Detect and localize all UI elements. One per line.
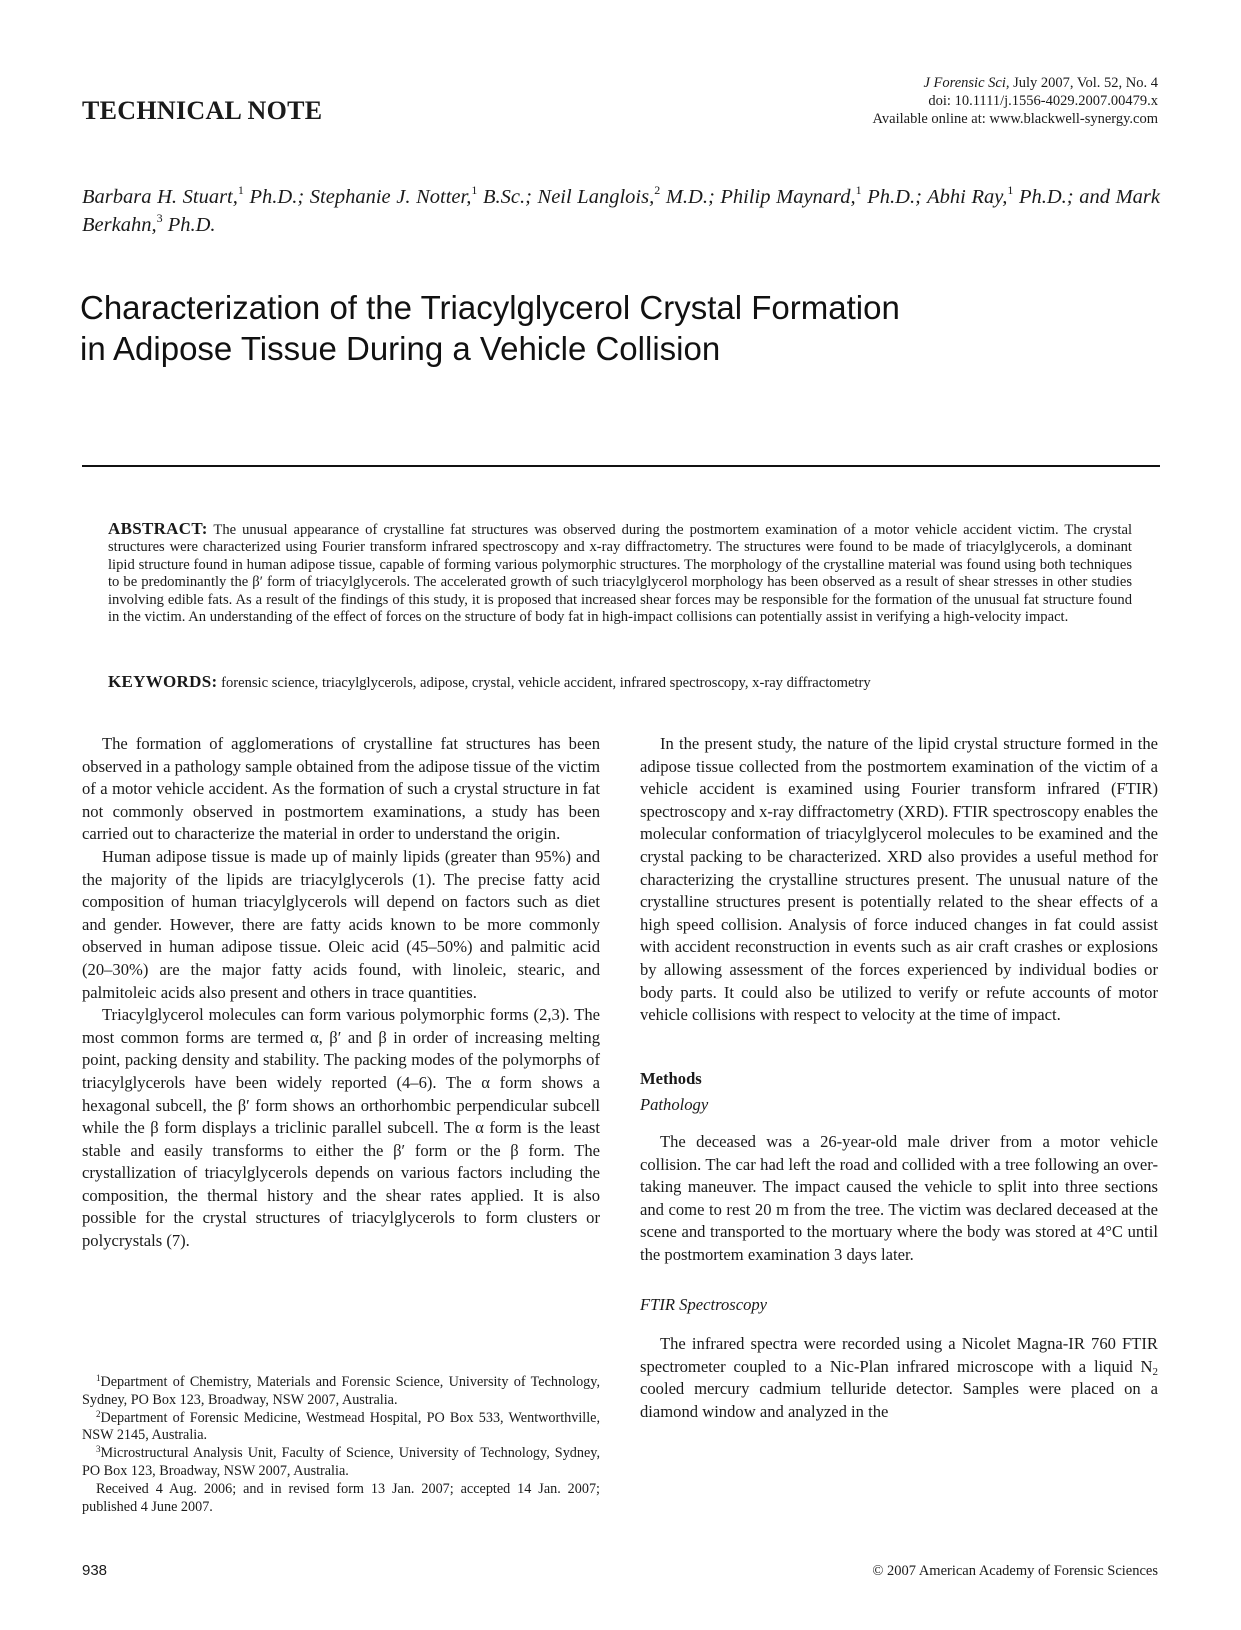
subsection-heading-pathology: Pathology (640, 1095, 709, 1115)
author-degree: Ph.D.; (243, 186, 310, 208)
keywords-text: forensic science, triacylglycerols, adipose, crystal, vehicle accident, infrared spectroscopy, x-ray diffractometry (217, 675, 871, 691)
affiliation-marker: 1 (471, 183, 478, 197)
doi: doi: 10.1111/j.1556-4029.2007.00479.x (928, 93, 1158, 109)
footnote-text: Microstructural Analysis Unit, Faculty of Science, University of Technology, Sydney, PO Box 123, Broadway, NSW 2007, Australia. (82, 1445, 600, 1479)
keywords (108, 673, 1148, 692)
author-name: Abhi Ray, (927, 186, 1008, 208)
author-degree: M.D.; (660, 186, 721, 208)
body-paragraph: Human adipose tissue is made up of mainly lipids (greater than 95%) and the majority of the lipids are triacylglycerols (1). The precise fatty acid composition of human triacylglycerols will depend on factors such as diet and gender. However, there are fatty acids known to be more commonly observed in human adipose tissue. Oleic acid (45–50%) and palmitic acid (20–30%) are the major fatty acids found, with linoleic, stearic, and palmitoleic acids also present and others in trace quantities. (82, 846, 600, 1002)
author-degree: B.Sc.; (477, 186, 538, 208)
subscript: 2 (1152, 1365, 1158, 1378)
author-degree: Ph.D. (162, 214, 216, 236)
author-name: Stephanie J. Notter, (309, 186, 472, 208)
affiliation-marker: 1 (855, 183, 862, 197)
affiliation-marker: 1 (1007, 183, 1014, 197)
received-dates: Received 4 Aug. 2006; and in revised form 13 Jan. 2007; accepted 14 Jan. 2007; published 4 June 2007. (82, 1480, 600, 1515)
journal-name: J Forensic Sci, (923, 75, 1010, 91)
abstract-label: ABSTRACT: (108, 519, 208, 538)
body-paragraph: The deceased was a 26-year-old male driver from a motor vehicle collision. The car had left the road and collided with a tree following an over-taking maneuver. The impact caused the vehicle to split into three sections and come to rest 20 m from the tree. The victim was declared deceased at the scene and transported to the mortuary where the body was stored at 4°C until the postmortem examination 3 days later. (640, 1131, 1158, 1264)
copyright-notice: © 2007 American Academy of Forensic Sciences (872, 1563, 1158, 1579)
footnote (82, 1374, 600, 1410)
ftir-text-part: cooled mercury cadmium telluride detector. Samples were placed on a diamond window and analyzed in the (640, 1379, 1158, 1421)
left-column (82, 733, 600, 1253)
footnote-text: Department of Chemistry, Materials and Forensic Science, University of Technology, Sydney, PO Box 123, Broadway, NSW 2007, Australia. (82, 1374, 600, 1408)
journal-issue-line (873, 74, 1158, 92)
subsection-heading-ftir: FTIR Spectroscopy (640, 1295, 768, 1315)
journal-citation (873, 74, 1158, 128)
body-paragraph: Triacylglycerol molecules can form various polymorphic forms (2,3). The most common forms are termed α, β′ and β in order of increasing melting point, packing density and stability. The packing modes of the polymorphs of triacylglycerols have been widely reported (4–6). The α form shows a hexagonal subcell, the β′ form shows an orthorhombic perpendicular subcell while the β form displays a triclinic parallel subcell. The α form is the least stable and easily transforms to either the β′ form or the β form. The crystallization of triacylglycerols depends on various factors including the composition, the thermal history and the shear rates applied. It is also possible for the crystal structures of triacylglycerols to form clusters or polycrystals (7). (82, 1005, 600, 1251)
ftir-text-part: The infrared spectra were recorded using a Nicolet Magna-IR 760 FTIR spectrometer coupled to a Nic-Plan infrared microscope with a liquid N (640, 1334, 1158, 1376)
right-column (640, 733, 1158, 1423)
body-paragraph: The formation of agglomerations of crystalline fat structures has been observed in a pathology sample obtained from the adipose tissue of the victim of a motor vehicle accident. As the formation of such a crystal structure in fat not commonly observed in postmortem examinations, a study has been carried out to characterize the material in order to understand the origin. (82, 734, 600, 844)
page-number: 938 (82, 1562, 108, 1579)
author-degree: Ph.D.; (861, 186, 928, 208)
section-heading-methods: Methods (640, 1068, 702, 1088)
footnote-marker: 1 (96, 1373, 101, 1383)
footnote-marker: 2 (96, 1408, 101, 1419)
section-type-heading: TECHNICAL NOTE (82, 96, 323, 125)
body-paragraph (640, 1333, 1158, 1423)
abstract-text: The unusual appearance of crystalline fat structures was observed during the postmortem examination of a motor vehicle accident victim. The crystal structures were characterized using Fourier transform infrared spectroscopy and x-ray diffractometry. The structures were found to be made of triacylglycerols, a dominant lipid structure found in human adipose tissue, capable of forming various polymorphic structures. The morphology of the crystalline material was found using both techniques to be predominantly the β′ form of triacylglycerols. The accelerated growth of such triacylglycerol morphology has been observed as a result of shear stresses in other studies involving edible fats. As a result of the findings of this study, it is proposed that increased shear forces may be responsible for the formation of the unusual fat structure found in the victim. An understanding of the effect of forces on the structure of body fat in high-impact collisions can potentially assist in verifying a high-velocity impact. (108, 522, 1132, 626)
body-paragraph: In the present study, the nature of the lipid crystal structure formed in the adipose tissue collected from the postmortem examination of the victim of a vehicle accident is examined using Fourier transform infrared (FTIR) spectroscopy and x-ray diffractometry (XRD). FTIR spectroscopy enables the molecular conformation of triacylglycerol molecules to be examined and the crystal packing to be characterized. XRD also provides a useful method for characterizing the crystalline structures present. The unusual nature of the crystalline structures present is potentially related to the shear effects of a high speed collision. Analysis of force induced changes in fat could assist with accident reconstruction in events such as air craft crashes or explosions by allowing assessment of the forces experienced by individual bodies or body parts. It could also be utilized to verify or refute accounts of motor vehicle collisions with respect to velocity at the time of impact. (640, 734, 1158, 1025)
affiliation-marker: 2 (654, 183, 661, 197)
footnote-text: Department of Forensic Medicine, Westmead Hospital, PO Box 533, Wentworthville, NSW 2145, Australia. (82, 1409, 600, 1444)
author-name: Neil Langlois, (537, 186, 655, 208)
footnote (82, 1445, 600, 1481)
author-name: Barbara H. Stuart, (82, 186, 238, 208)
journal-issue: July 2007, Vol. 52, No. 4 (1009, 75, 1158, 91)
abstract (108, 520, 1132, 626)
author-list (82, 183, 1160, 239)
article-title: Characterization of the Triacylglycerol Crystal Formation in Adipose Tissue During a Vehicle Collision (80, 289, 900, 367)
footnote (82, 1410, 600, 1446)
author-name: Mark Berkahn, (82, 186, 1161, 236)
availability-note: Available online at: www.blackwell-synergy.com (872, 111, 1158, 127)
title-divider (82, 465, 1160, 467)
keywords-label: KEYWORDS: (108, 672, 218, 691)
affiliation-marker: 3 (156, 211, 163, 225)
author-name: Philip Maynard, (720, 186, 856, 208)
footnote-marker: 3 (96, 1444, 101, 1455)
author-degree: Ph.D.; and (1013, 186, 1116, 208)
footnotes (82, 1374, 600, 1516)
affiliation-marker: 1 (237, 183, 244, 197)
